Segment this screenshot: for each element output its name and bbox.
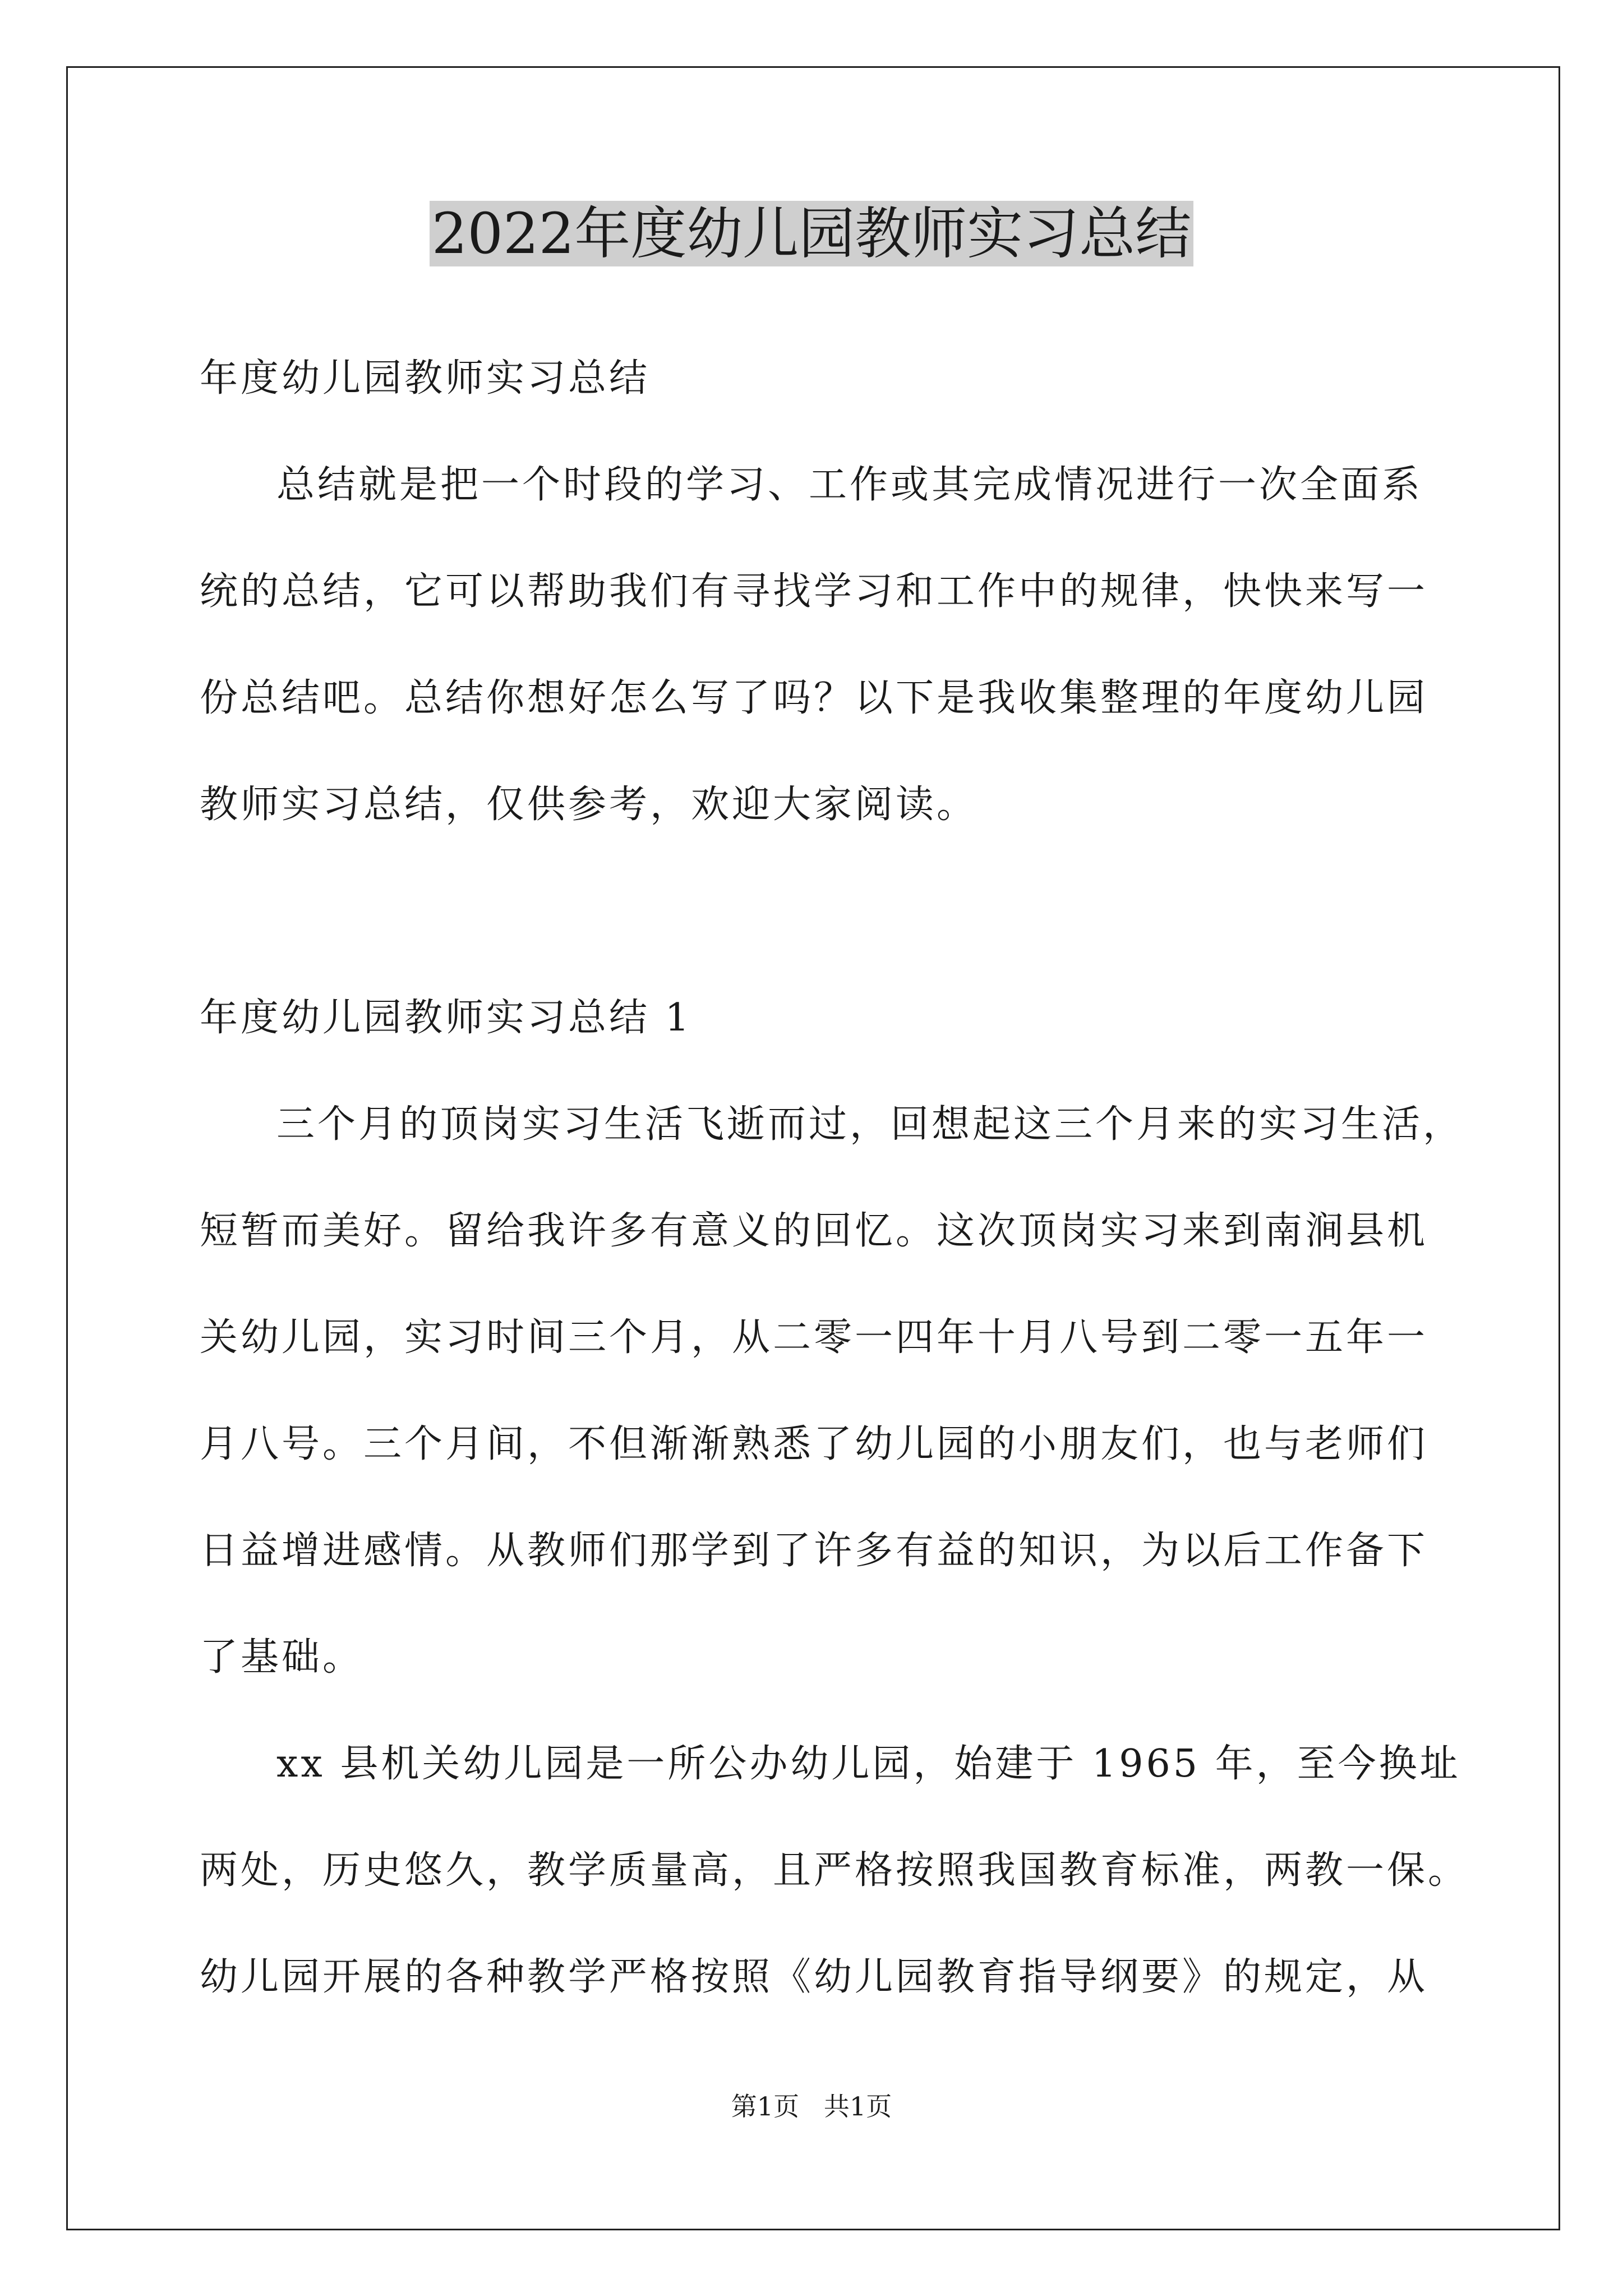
paragraph-line: 三个月的顶岗实习生活飞逝而过，回想起这三个月来的实习生活， <box>276 1102 1464 1147</box>
paragraph-line: 短暂而美好。留给我许多有意义的回忆。这次顶岗实习来到南涧县机 <box>200 1209 1428 1253</box>
document-title-text: 2022年度幼儿园教师实习总结 <box>430 201 1194 266</box>
paragraph-line: 关幼儿园，实习时间三个月，从二零一四年十月八号到二零一五年一 <box>200 1315 1428 1360</box>
paragraph-line: 份总结吧。总结你想好怎么写了吗？以下是我收集整理的年度幼儿园 <box>200 676 1428 720</box>
document-body <box>200 339 1469 2045</box>
paragraph-line: xx 县机关幼儿园是一所公办幼儿园，始建于 1965 年，至今换址 <box>276 1742 1461 1786</box>
section-heading: 年度幼儿园教师实习总结 1 <box>200 996 692 1040</box>
paragraph-line: 月八号。三个月间，不但渐渐熟悉了幼儿园的小朋友们，也与老师们 <box>200 1422 1428 1466</box>
paragraph-line: 幼儿园开展的各种教学严格按照《幼儿园教育指导纲要》的规定，从 <box>200 1955 1428 1999</box>
page-footer: 第1页 共1页 <box>731 2091 892 2122</box>
paragraph-line: 统的总结，它可以帮助我们有寻找学习和工作中的规律，快快来写一 <box>200 569 1428 614</box>
paragraph-line: 两处，历史悠久，教学质量高，且严格按照我国教育标准，两教一保。 <box>200 1848 1469 1893</box>
paragraph-line: 总结就是把一个时段的学习、工作或其完成情况进行一次全面系 <box>276 463 1423 507</box>
document-title <box>0 195 1623 273</box>
paragraph-line: 教师实习总结，仅供参考，欢迎大家阅读。 <box>200 783 978 827</box>
section-heading: 年度幼儿园教师实习总结 <box>200 356 651 401</box>
paragraph-line: 了基础。 <box>200 1635 364 1680</box>
paragraph-line: 日益增进感情。从教师们那学到了许多有益的知识，为以后工作备下 <box>200 1529 1428 1573</box>
